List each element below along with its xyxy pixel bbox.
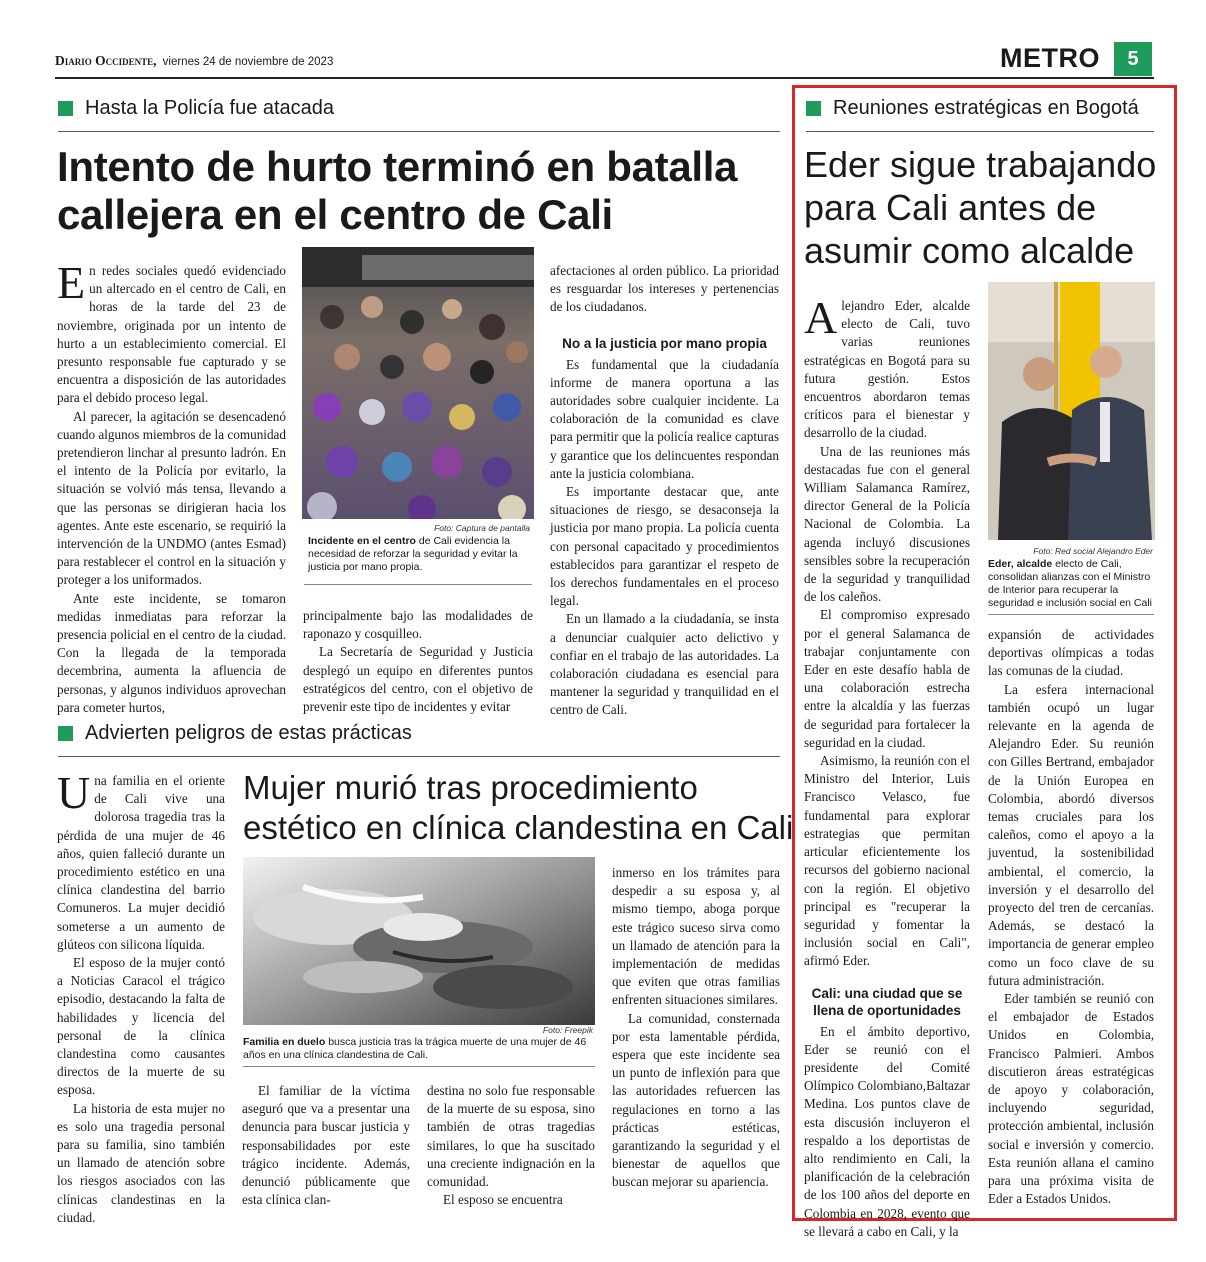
paragraph: Asimismo, la reunión con el Ministro del Interior, Luis Francisco Velasco, fue fundamental para explorar estrategias que permitan articular eficientemente los recursos del gobierno nacional con la región. El objetivo principal es "recuperar la seguridad y fomentar la inclusión social en Cali", afirmó Eder. [804, 753, 970, 969]
kicker-label: Advierten peligros de estas prácticas [85, 722, 412, 744]
headline-line: Eder sigue trabajando [804, 144, 1157, 185]
paragraph: La comunidad, consternada por esta lamentable pérdida, espera que este incidente sea un punto de inflexión para que las autoridades refuercen las regulaciones en torno a las prácticas estéticas, garantizando la seguridad y el bienestar de aquellos que buscan mejorar su apariencia. [612, 1010, 780, 1190]
story2-headline [243, 768, 793, 848]
caption-rule [988, 614, 1154, 615]
paragraph: Ante este incidente, se tomaron medidas inmediatas para reforzar la presencia policial en el centro de la ciudad. Con la llegada de la temporada decembrina, aumenta la afluencia de personas, y algunos individuos aprovechan para cometer hurtos, [57, 590, 286, 715]
caption-lead: Familia en duelo [243, 1036, 326, 1048]
section-name: METRO [1000, 43, 1100, 73]
paragraph: expansión de actividades deportivas olímpicas a todas las comunas de la ciudad. [988, 627, 1154, 679]
masthead [55, 53, 333, 69]
story1-col3 [550, 262, 779, 720]
caption-lead: Incidente en el centro [308, 535, 416, 547]
photo-credit: Foto: Freepik [542, 1025, 593, 1035]
photo-credit: Foto: Red social Alejandro Eder [1033, 546, 1153, 556]
story2-col2 [242, 1082, 410, 1209]
photo-caption [988, 558, 1154, 610]
paragraph: Eder también se reunió con el embajador de Estados Unidos en Colombia, Francisco Palmieri. Ambos discutieron áreas estratégicas de apoyo y colaboración, incluyendo seguridad, protección ambiental, inclusión social e inversión y comercio. Esta reunión allana el camino para una próxima visita de Eder a Estados Unidos. [988, 991, 1154, 1207]
caption-rule [243, 1066, 595, 1067]
dropcap: U [57, 767, 91, 818]
paragraph: En el ámbito deportivo, Eder se reunió con el presidente del Comité Olímpico Colombiano,Baltazar Medina. Los puntos clave de esta discusión incluyeron el respaldo a los deportistas de alto rendimiento en Cali, la planificación de la celebración de los 100 años del deporte en Colombia en 2028, evento que se llevará a cabo en Cali, y la [804, 1023, 970, 1239]
story1-kicker [58, 97, 334, 120]
kicker-label: Hasta la Policía fue atacada [85, 97, 335, 119]
issue-date: viernes 24 de noviembre de 2023 [162, 56, 334, 68]
story3-headline [804, 143, 1156, 272]
story2-col1 [57, 767, 225, 1227]
story1-kicker-rule [58, 131, 780, 132]
paragraph: lejandro Eder, alcalde electo de Cali, tuvo varias reuniones estratégicas en Bogotá para su futura gestión. Estos encuentros abordaron temas críticos para el bienestar y desarrollo de la ciudad. [804, 298, 970, 441]
story2-col4 [612, 864, 780, 1192]
caption-text: electo de Cali, consolidan alianzas con el Ministro de Interior para recuperar la seguridad e inclusión social en Cali [988, 558, 1153, 609]
story3-kicker [806, 97, 1139, 120]
dropcap: A [804, 292, 838, 343]
header-rule [55, 77, 1154, 79]
paragraph: na familia en el oriente de Cali vive una dolorosa tragedia tras la pérdida de una mujer de 46 años, quien falleció durante un procedimiento estético en una clínica clandestina del barrio Comuneros. La mujer decidió someterse a un aumento de glúteos con silicona líquida. [57, 773, 225, 952]
paragraph: Al parecer, la agitación se desencadenó cuando algunos miembros de la comunidad pretendieron linchar al presunto ladrón. En el intento de la Policía por evitarlo, la situación se volvió más tensa, llevando a que las personas se dirigieran hacia los agentes. Ante este escenario, se requirió la intervención de la UNDMO (antes Esmad) para restablecer el control en la situación y proteger a los uniformados. [57, 408, 286, 588]
story1-headline [57, 143, 737, 239]
paragraph: principalmente bajo las modalidades de raponazo y cosquilleo. [303, 608, 533, 642]
story2-col3 [427, 1082, 595, 1209]
paragraph: Es importante destacar que, ante situaciones de riesgo, se desaconseja la justicia por mano propia. La policía cuenta con personal capacitado y procedimientos establecidos para garantizar el respeto de los derechos fundamentales en el proceso legal. [550, 484, 779, 609]
caption-lead: Eder, alcalde [988, 558, 1053, 570]
paragraph: La esfera internacional también ocupó un lugar relevante en la agenda de Alejandro Eder. Su reunión con Gilles Bertrand, embajador de la Unión Europea en Colombia, abordó diversos temas cruciales para los caleños, como el apoyo a la juventud, la sostenibilidad ambiental, el comercio, la inversión y el desarrollo del proyecto del tren de cercanías. Además, se destacó la importancia de generar empleo como un foco clave de su futura administración. [988, 681, 1154, 988]
story3-col2 [988, 626, 1154, 1209]
headline-line: asumir como alcalde [804, 230, 1135, 271]
subhead: Cali: una ciudad que se llena de oportunidades [811, 985, 963, 1018]
dropcap: E [57, 257, 86, 308]
caption-text: busca justicia tras la trágica muerte de una mujer de 46 años en una clínica clandestina de Cali. [243, 1036, 587, 1061]
photo-caption [308, 535, 533, 574]
paragraph: La historia de esta mujer no es solo una tragedia personal para su familia, sino también un llamado de atención sobre los riesgos asociados con las clínicas clandestinas en la ciudad. [57, 1100, 225, 1225]
headline-line: callejera en el centro de Cali [57, 191, 613, 238]
page-number: 5 [1114, 42, 1152, 76]
paragraph: afectaciones al orden público. La prioridad es resguardar los intereses y pertenencias de los ciudadanos. [550, 263, 779, 315]
kicker-square [58, 101, 73, 116]
crowd-photo [302, 247, 534, 519]
kicker-square [806, 101, 821, 116]
meeting-photo [988, 282, 1155, 540]
story2-kicker-rule [58, 756, 780, 757]
surgery-photo [243, 857, 595, 1025]
story1-col2 [303, 607, 533, 716]
headline-line: estético en clínica clandestina en Cali [243, 809, 794, 846]
story1-col1 [57, 257, 286, 717]
caption-text: de Cali evidencia la necesidad de reforzar la seguridad y evitar la justicia por mano propia. [308, 535, 518, 573]
paragraph: n redes sociales quedó evidenciado un altercado en el centro de Cali, en horas de la tarde del 23 de noviembre, originada por un intento de hurto a un establecimiento comercial. El presunto responsable fue capturado y se encuentra a disposición de las autoridades para el debido proceso legal. [57, 263, 286, 406]
story3-col1 [804, 292, 970, 1241]
paragraph: La Secretaría de Seguridad y Justicia desplegó un equipo en diferentes puntos estratégicos del centro, con el objetivo de prevenir este tipo de incidentes y evitar [303, 644, 533, 715]
caption-rule [304, 584, 532, 585]
headline-line: Intento de hurto terminó en batalla [57, 143, 738, 190]
kicker-square [58, 726, 73, 741]
photo-caption [243, 1036, 595, 1062]
paragraph: Es fundamental que la ciudadanía informe de manera oportuna a las autoridades sobre cualquier incidente. La colaboración de la comunidad es clave para permitir que la policía realice capturas y garantice que los delincuentes respondan ante la justicia colombiana. [550, 356, 779, 481]
paragraph: Una de las reuniones más destacadas fue con el general William Salamanca Ramírez, director General de la Policía Nacional de Colombia. La agenda incluyó discusiones sensibles sobre la recuperación de la seguridad y tranquilidad de los caleños. [804, 443, 970, 605]
paragraph: El esposo de la mujer contó a Noticias Caracol el trágico episodio, destacando la falta de habilidades y licencia del personal de la clínica clandestina como causantes directos de la muerte de su esposa. [57, 955, 225, 1098]
paragraph: En un llamado a la ciudadanía, se insta a denunciar cualquier acto delictivo y confiar en el trabajo de las autoridades. La colaboración ciudadana es esencial para mantener la seguridad y tranquilidad en el centro de Cali. [550, 611, 779, 718]
kicker-label: Reuniones estratégicas en Bogotá [833, 97, 1139, 119]
paragraph: inmerso en los trámites para despedir a su esposa y, al mismo tiempo, aboga porque este trágico suceso sirva como un llamado de atención para la implementación de medidas que eviten que otras familias enfrenten situaciones similares. [612, 865, 780, 1008]
headline-line: para Cali antes de [804, 187, 1097, 228]
photo-credit: Foto: Captura de pantalla [434, 523, 530, 533]
paragraph: destina no solo fue responsable de la muerte de su esposa, sino también de otras tragedias similares, lo que ha suscitado una creciente indignación en la comunidad. [427, 1083, 595, 1190]
subhead: No a la justicia por mano propia [562, 335, 767, 351]
paragraph: El familiar de la víctima aseguró que va a presentar una denuncia para buscar justicia y responsabilidades por este trágico incidente. Además, denunció públicamente que esta clínica clan- [242, 1083, 410, 1208]
paper-name: Diario Occidente, [55, 53, 157, 68]
story2-kicker [58, 722, 412, 745]
paragraph: El esposo se encuentra [443, 1192, 563, 1208]
headline-line: Mujer murió tras procedimiento [243, 769, 698, 806]
story3-kicker-rule [806, 131, 1154, 132]
paragraph: El compromiso expresado por el general Salamanca de trabajar conjuntamente con Eder en este desafío habla de una colaboración estrecha entre la alcaldía y las fuerzas de seguridad para fortalecer la seguridad en la ciudad. [804, 607, 970, 750]
